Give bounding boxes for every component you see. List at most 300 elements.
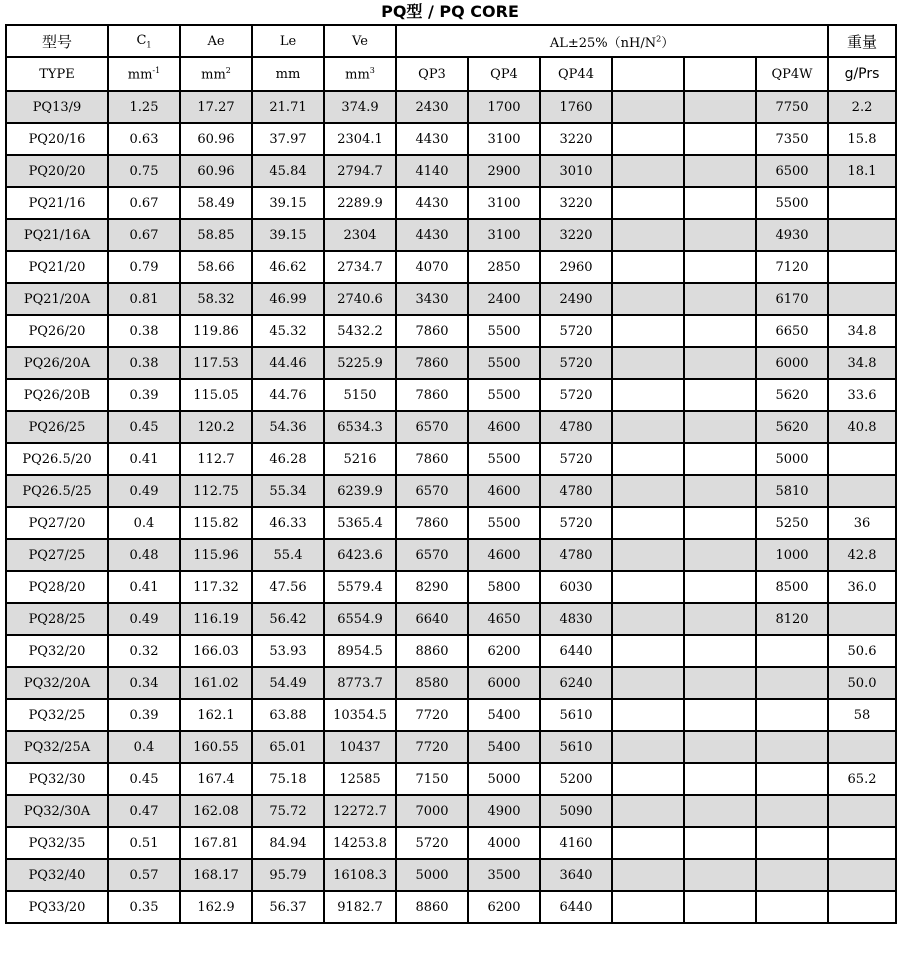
table-row (6, 763, 896, 795)
cell-ve: 5579.4 (324, 571, 396, 603)
cell-le: 53.93 (252, 635, 324, 667)
cell-c1: 0.45 (108, 411, 180, 443)
table-row (6, 795, 896, 827)
cell-type: PQ20/20 (6, 155, 108, 187)
cell-qp3: 2430 (396, 91, 468, 123)
cell-qp4: 4600 (468, 411, 540, 443)
cell-blank-2 (684, 539, 756, 571)
page-title: PQ型 / PQ CORE (381, 2, 519, 21)
cell-blank-1 (612, 603, 684, 635)
cell-type: PQ26.5/20 (6, 443, 108, 475)
cell-ve: 2794.7 (324, 155, 396, 187)
cell-blank-2 (684, 827, 756, 859)
cell-ae: 116.19 (180, 603, 252, 635)
cell-weight (828, 603, 896, 635)
table-row (6, 251, 896, 283)
cell-blank-1 (612, 219, 684, 251)
cell-le: 45.84 (252, 155, 324, 187)
table-row (6, 731, 896, 763)
table-row (6, 187, 896, 219)
cell-qp4: 3100 (468, 123, 540, 155)
cell-qp44: 3220 (540, 187, 612, 219)
table-row (6, 603, 896, 635)
cell-weight (828, 859, 896, 891)
cell-le: 44.76 (252, 379, 324, 411)
table-row (6, 123, 896, 155)
cell-qp3: 6640 (396, 603, 468, 635)
cell-type: PQ26/20B (6, 379, 108, 411)
cell-qp44: 5610 (540, 699, 612, 731)
cell-c1: 0.48 (108, 539, 180, 571)
cell-qp3: 3430 (396, 283, 468, 315)
cell-qp4w (756, 635, 828, 667)
cell-blank-2 (684, 699, 756, 731)
cell-c1: 0.51 (108, 827, 180, 859)
cell-qp3: 7860 (396, 507, 468, 539)
cell-qp44: 5200 (540, 763, 612, 795)
cell-qp44: 4830 (540, 603, 612, 635)
cell-blank-1 (612, 379, 684, 411)
cell-c1: 0.32 (108, 635, 180, 667)
cell-blank-1 (612, 283, 684, 315)
cell-qp3: 8860 (396, 891, 468, 923)
table-row (6, 347, 896, 379)
table-row (6, 283, 896, 315)
cell-blank-1 (612, 763, 684, 795)
cell-c1: 0.79 (108, 251, 180, 283)
cell-le: 55.4 (252, 539, 324, 571)
table-row (6, 571, 896, 603)
cell-qp3: 8860 (396, 635, 468, 667)
cell-ve: 10354.5 (324, 699, 396, 731)
cell-blank-2 (684, 795, 756, 827)
cell-ve: 2740.6 (324, 283, 396, 315)
cell-c1: 0.45 (108, 763, 180, 795)
cell-ve: 2304.1 (324, 123, 396, 155)
cell-qp4w (756, 795, 828, 827)
header-blank-1 (612, 57, 684, 91)
unit-ve: $mm^3$ (324, 57, 396, 91)
cell-weight: 34.8 (828, 315, 896, 347)
cell-qp4w (756, 667, 828, 699)
cell-blank-1 (612, 315, 684, 347)
cell-blank-1 (612, 827, 684, 859)
cell-c1: 0.63 (108, 123, 180, 155)
cell-ve: 2304 (324, 219, 396, 251)
cell-ve: 6554.9 (324, 603, 396, 635)
cell-qp4: 5500 (468, 315, 540, 347)
cell-weight: 50.6 (828, 635, 896, 667)
cell-weight (828, 219, 896, 251)
header-weight-cn: 重量 (828, 25, 896, 57)
cell-ae: 17.27 (180, 91, 252, 123)
cell-qp4w: 5000 (756, 443, 828, 475)
cell-ae: 60.96 (180, 155, 252, 187)
cell-weight: 40.8 (828, 411, 896, 443)
cell-qp3: 6570 (396, 539, 468, 571)
cell-ve: 5365.4 (324, 507, 396, 539)
cell-type: PQ32/40 (6, 859, 108, 891)
cell-type: PQ26.5/25 (6, 475, 108, 507)
header-type-cn: 型号 (6, 25, 108, 57)
cell-type: PQ32/25 (6, 699, 108, 731)
cell-ae: 117.53 (180, 347, 252, 379)
cell-qp4: 5000 (468, 763, 540, 795)
cell-blank-2 (684, 315, 756, 347)
cell-c1: 0.4 (108, 731, 180, 763)
cell-qp44: 2490 (540, 283, 612, 315)
cell-qp3: 7150 (396, 763, 468, 795)
cell-le: 45.32 (252, 315, 324, 347)
cell-ae: 112.75 (180, 475, 252, 507)
cell-blank-2 (684, 443, 756, 475)
cell-blank-2 (684, 283, 756, 315)
cell-blank-1 (612, 859, 684, 891)
cell-le: 75.18 (252, 763, 324, 795)
cell-qp4: 5500 (468, 507, 540, 539)
cell-blank-2 (684, 859, 756, 891)
cell-qp44: 3220 (540, 123, 612, 155)
cell-qp4w (756, 763, 828, 795)
cell-blank-1 (612, 91, 684, 123)
cell-qp4: 3500 (468, 859, 540, 891)
cell-le: 47.56 (252, 571, 324, 603)
cell-ve: 6239.9 (324, 475, 396, 507)
cell-ae: 120.2 (180, 411, 252, 443)
cell-le: 75.72 (252, 795, 324, 827)
cell-blank-1 (612, 891, 684, 923)
cell-qp4: 3100 (468, 187, 540, 219)
cell-le: 44.46 (252, 347, 324, 379)
cell-qp3: 4070 (396, 251, 468, 283)
cell-blank-1 (612, 571, 684, 603)
cell-blank-2 (684, 571, 756, 603)
cell-weight: 33.6 (828, 379, 896, 411)
cell-ae: 58.66 (180, 251, 252, 283)
header-ve: Ve (324, 25, 396, 57)
cell-ve: 5432.2 (324, 315, 396, 347)
cell-blank-1 (612, 347, 684, 379)
cell-qp44: 6440 (540, 635, 612, 667)
cell-blank-2 (684, 347, 756, 379)
cell-qp3: 7860 (396, 347, 468, 379)
cell-type: PQ21/20 (6, 251, 108, 283)
cell-ae: 115.82 (180, 507, 252, 539)
header-ae: Ae (180, 25, 252, 57)
cell-qp4w: 8500 (756, 571, 828, 603)
cell-ae: 167.81 (180, 827, 252, 859)
pq-core-table (5, 24, 897, 924)
cell-qp4w (756, 731, 828, 763)
cell-c1: 0.49 (108, 603, 180, 635)
cell-qp4: 5500 (468, 443, 540, 475)
cell-qp3: 7720 (396, 731, 468, 763)
cell-ae: 112.7 (180, 443, 252, 475)
cell-qp44: 5720 (540, 379, 612, 411)
cell-c1: 0.38 (108, 315, 180, 347)
cell-type: PQ21/20A (6, 283, 108, 315)
cell-blank-1 (612, 699, 684, 731)
cell-qp4: 6200 (468, 635, 540, 667)
table-row (6, 635, 896, 667)
cell-ae: 160.55 (180, 731, 252, 763)
unit-le: mm (252, 57, 324, 91)
cell-weight (828, 475, 896, 507)
cell-ve: 16108.3 (324, 859, 396, 891)
cell-blank-2 (684, 763, 756, 795)
cell-type: PQ32/35 (6, 827, 108, 859)
cell-ve: 374.9 (324, 91, 396, 123)
header-type-en: TYPE (6, 57, 108, 91)
cell-blank-2 (684, 187, 756, 219)
header-row-1 (6, 25, 896, 57)
cell-qp4w (756, 891, 828, 923)
cell-c1: 0.38 (108, 347, 180, 379)
cell-le: 65.01 (252, 731, 324, 763)
cell-qp44: 6240 (540, 667, 612, 699)
cell-ve: 12272.7 (324, 795, 396, 827)
table-row (6, 827, 896, 859)
cell-weight: 34.8 (828, 347, 896, 379)
cell-type: PQ26/20 (6, 315, 108, 347)
cell-qp4w: 5620 (756, 379, 828, 411)
cell-qp4: 4000 (468, 827, 540, 859)
cell-weight (828, 443, 896, 475)
table-row (6, 379, 896, 411)
header-qp4: QP4 (468, 57, 540, 91)
cell-c1: 0.41 (108, 571, 180, 603)
cell-type: PQ32/30 (6, 763, 108, 795)
cell-qp4: 1700 (468, 91, 540, 123)
cell-qp4: 2850 (468, 251, 540, 283)
cell-le: 37.97 (252, 123, 324, 155)
header-le: Le (252, 25, 324, 57)
cell-blank-1 (612, 475, 684, 507)
cell-qp3: 8580 (396, 667, 468, 699)
cell-qp4w (756, 699, 828, 731)
cell-ve: 2734.7 (324, 251, 396, 283)
cell-qp4w: 4930 (756, 219, 828, 251)
cell-ae: 166.03 (180, 635, 252, 667)
cell-blank-2 (684, 91, 756, 123)
cell-qp44: 3640 (540, 859, 612, 891)
table-row (6, 155, 896, 187)
cell-le: 39.15 (252, 219, 324, 251)
cell-ae: 162.9 (180, 891, 252, 923)
cell-c1: 0.4 (108, 507, 180, 539)
cell-qp44: 2960 (540, 251, 612, 283)
cell-ve: 5216 (324, 443, 396, 475)
cell-weight: 50.0 (828, 667, 896, 699)
cell-qp4: 5400 (468, 731, 540, 763)
cell-weight: 36.0 (828, 571, 896, 603)
cell-blank-1 (612, 635, 684, 667)
cell-le: 46.28 (252, 443, 324, 475)
cell-blank-2 (684, 507, 756, 539)
cell-type: PQ21/16 (6, 187, 108, 219)
table-row (6, 699, 896, 731)
cell-qp4: 4600 (468, 539, 540, 571)
cell-blank-1 (612, 443, 684, 475)
unit-ae: $mm^2$ (180, 57, 252, 91)
cell-type: PQ26/25 (6, 411, 108, 443)
table-row (6, 219, 896, 251)
table-row (6, 91, 896, 123)
cell-weight: 42.8 (828, 539, 896, 571)
cell-qp44: 4160 (540, 827, 612, 859)
cell-blank-1 (612, 411, 684, 443)
cell-qp3: 7860 (396, 379, 468, 411)
cell-qp44: 4780 (540, 411, 612, 443)
cell-qp3: 5000 (396, 859, 468, 891)
cell-blank-2 (684, 219, 756, 251)
table-row (6, 475, 896, 507)
cell-blank-2 (684, 411, 756, 443)
header-al: $AL\pm 25\%(nH/N^2)$ (396, 25, 828, 57)
cell-weight: 2.2 (828, 91, 896, 123)
cell-ae: 119.86 (180, 315, 252, 347)
cell-blank-2 (684, 379, 756, 411)
cell-ve: 5150 (324, 379, 396, 411)
cell-blank-2 (684, 891, 756, 923)
cell-qp3: 8290 (396, 571, 468, 603)
cell-blank-2 (684, 635, 756, 667)
cell-c1: 0.34 (108, 667, 180, 699)
cell-c1: 1.25 (108, 91, 180, 123)
cell-type: PQ28/25 (6, 603, 108, 635)
cell-blank-1 (612, 539, 684, 571)
cell-ve: 6534.3 (324, 411, 396, 443)
cell-c1: 0.49 (108, 475, 180, 507)
cell-qp4: 2900 (468, 155, 540, 187)
table-row (6, 891, 896, 923)
cell-qp4w: 1000 (756, 539, 828, 571)
cell-type: PQ27/20 (6, 507, 108, 539)
cell-weight (828, 283, 896, 315)
cell-le: 63.88 (252, 699, 324, 731)
cell-qp3: 6570 (396, 475, 468, 507)
cell-c1: 0.39 (108, 379, 180, 411)
cell-qp44: 3220 (540, 219, 612, 251)
cell-qp4w: 8120 (756, 603, 828, 635)
cell-blank-1 (612, 251, 684, 283)
cell-type: PQ26/20A (6, 347, 108, 379)
cell-ve: 9182.7 (324, 891, 396, 923)
cell-weight (828, 187, 896, 219)
cell-blank-1 (612, 123, 684, 155)
table-body (6, 91, 896, 923)
cell-c1: 0.57 (108, 859, 180, 891)
header-qp3: QP3 (396, 57, 468, 91)
cell-type: PQ32/30A (6, 795, 108, 827)
cell-qp44: 4780 (540, 539, 612, 571)
table-row (6, 859, 896, 891)
cell-ae: 58.85 (180, 219, 252, 251)
cell-qp4: 5400 (468, 699, 540, 731)
cell-ve: 14253.8 (324, 827, 396, 859)
cell-type: PQ27/25 (6, 539, 108, 571)
cell-qp44: 5090 (540, 795, 612, 827)
cell-ae: 58.49 (180, 187, 252, 219)
cell-qp3: 7000 (396, 795, 468, 827)
cell-c1: 0.81 (108, 283, 180, 315)
cell-qp4: 2400 (468, 283, 540, 315)
cell-blank-1 (612, 731, 684, 763)
cell-ae: 117.32 (180, 571, 252, 603)
cell-le: 95.79 (252, 859, 324, 891)
cell-qp44: 4780 (540, 475, 612, 507)
table-row (6, 539, 896, 571)
cell-le: 55.34 (252, 475, 324, 507)
cell-ae: 58.32 (180, 283, 252, 315)
cell-blank-1 (612, 507, 684, 539)
cell-blank-2 (684, 123, 756, 155)
cell-blank-1 (612, 187, 684, 219)
cell-c1: 0.47 (108, 795, 180, 827)
cell-qp44: 3010 (540, 155, 612, 187)
cell-qp4w: 5250 (756, 507, 828, 539)
cell-le: 39.15 (252, 187, 324, 219)
cell-qp4w: 5810 (756, 475, 828, 507)
cell-type: PQ33/20 (6, 891, 108, 923)
cell-qp44: 5720 (540, 315, 612, 347)
cell-type: PQ20/16 (6, 123, 108, 155)
table-row (6, 507, 896, 539)
cell-le: 21.71 (252, 91, 324, 123)
cell-ve: 8773.7 (324, 667, 396, 699)
cell-qp4: 4900 (468, 795, 540, 827)
cell-qp4: 5500 (468, 347, 540, 379)
cell-le: 84.94 (252, 827, 324, 859)
cell-blank-2 (684, 475, 756, 507)
cell-qp44: 5720 (540, 443, 612, 475)
cell-type: PQ21/16A (6, 219, 108, 251)
cell-qp4w (756, 827, 828, 859)
table-row (6, 443, 896, 475)
cell-blank-2 (684, 603, 756, 635)
cell-blank-2 (684, 667, 756, 699)
cell-c1: 0.35 (108, 891, 180, 923)
cell-qp44: 1760 (540, 91, 612, 123)
cell-le: 56.37 (252, 891, 324, 923)
cell-qp3: 4430 (396, 123, 468, 155)
cell-qp4: 6000 (468, 667, 540, 699)
cell-qp44: 6030 (540, 571, 612, 603)
cell-qp3: 6570 (396, 411, 468, 443)
cell-ae: 167.4 (180, 763, 252, 795)
cell-le: 54.36 (252, 411, 324, 443)
cell-ae: 60.96 (180, 123, 252, 155)
cell-type: PQ13/9 (6, 91, 108, 123)
cell-qp4w: 6650 (756, 315, 828, 347)
cell-le: 46.99 (252, 283, 324, 315)
cell-blank-2 (684, 155, 756, 187)
cell-ve: 10437 (324, 731, 396, 763)
cell-type: PQ32/25A (6, 731, 108, 763)
cell-qp4w: 7120 (756, 251, 828, 283)
cell-ve: 6423.6 (324, 539, 396, 571)
cell-c1: 0.41 (108, 443, 180, 475)
cell-c1: 0.67 (108, 187, 180, 219)
cell-ae: 168.17 (180, 859, 252, 891)
header-c1: $C_1$ (108, 25, 180, 57)
cell-qp44: 5720 (540, 507, 612, 539)
cell-c1: 0.67 (108, 219, 180, 251)
cell-qp44: 5610 (540, 731, 612, 763)
cell-qp4w: 6500 (756, 155, 828, 187)
header-weight-unit: g/Prs (828, 57, 896, 91)
cell-le: 54.49 (252, 667, 324, 699)
